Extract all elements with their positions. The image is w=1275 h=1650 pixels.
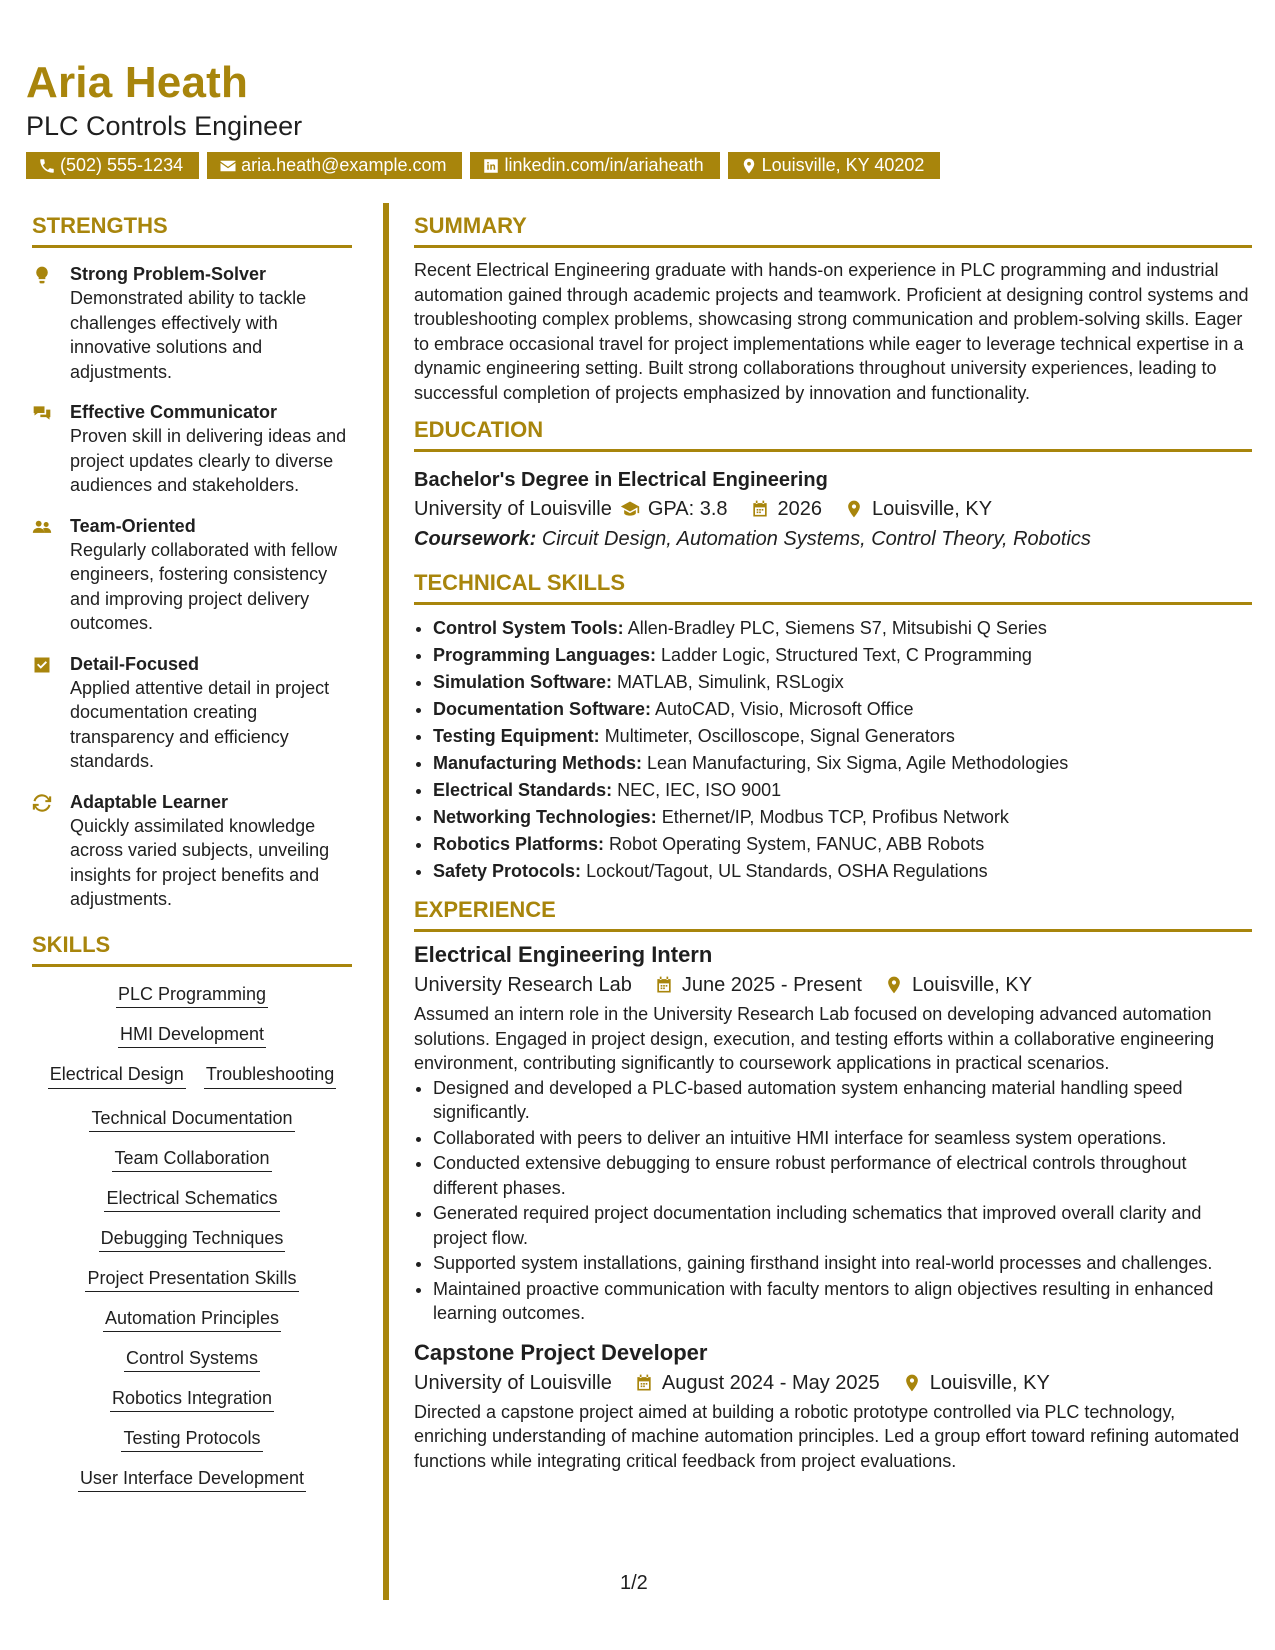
tech-skill-label: Networking Technologies:	[433, 807, 657, 827]
gpa: GPA: 3.8	[647, 498, 728, 520]
strengths-heading: STRENGTHS	[32, 213, 352, 248]
job-title: Capstone Project Developer	[414, 1339, 708, 1365]
candidate-name: Aria Heath	[26, 58, 249, 107]
technical-skills-heading: TECHNICAL SKILLS	[414, 570, 1252, 605]
tech-skill-value: Lockout/Tagout, UL Standards, OSHA Regulations	[586, 861, 988, 881]
tech-skill-value: Multimeter, Oscilloscope, Signal Generators	[604, 726, 955, 746]
strength-item	[32, 400, 352, 498]
envelope-icon	[219, 157, 237, 175]
map-pin-icon	[902, 1373, 922, 1393]
skill-tag: Debugging Techniques	[99, 1228, 286, 1252]
strength-title: Detail-Focused	[70, 653, 200, 674]
list-item: • Designed and developed a PLC-based automation system enhancing material handling speed significantly.	[433, 1076, 1252, 1125]
skill-tag: HMI Development	[118, 1024, 266, 1048]
skill-tag: Technical Documentation	[89, 1108, 294, 1132]
skill-tag: PLC Programming	[116, 984, 268, 1008]
company-name: University Research Lab	[414, 974, 632, 996]
calendar-icon	[750, 499, 770, 519]
tech-skill-label: Programming Languages:	[433, 645, 657, 665]
linkedin-chip[interactable]	[470, 152, 719, 179]
strength-item	[32, 262, 352, 384]
skills-heading: SKILLS	[32, 932, 352, 967]
tech-skill-label: Electrical Standards:	[433, 780, 613, 800]
graduation-year: 2026	[777, 498, 823, 520]
graduation-cap-icon	[620, 499, 640, 519]
strength-desc: Demonstrated ability to tackle challenges effectively with innovative solutions and adjustments.	[70, 288, 307, 382]
tech-skill-label: Manufacturing Methods:	[433, 753, 642, 773]
tech-skill-label: Control System Tools:	[433, 618, 624, 638]
coursework	[414, 524, 1252, 554]
column-divider	[383, 203, 389, 1600]
school-name: University of Louisville	[414, 498, 612, 520]
strength-title: Adaptable Learner	[70, 791, 229, 812]
job-entry	[414, 1338, 1252, 1474]
strength-desc: Proven skill in delivering ideas and project updates clearly to diverse audiences and stakeholders.	[70, 426, 347, 495]
phone-text: (502) 555-1234	[60, 155, 184, 175]
education-heading: EDUCATION	[414, 417, 1252, 452]
skill-tag: Troubleshooting	[204, 1063, 336, 1089]
lightbulb-icon	[32, 265, 52, 285]
job-dates: June 2025 - Present	[681, 974, 862, 996]
skills-list	[32, 981, 352, 1489]
summary-heading: SUMMARY	[414, 213, 1252, 248]
tech-skill-value: Lean Manufacturing, Six Sigma, Agile Methodologies	[647, 753, 1069, 773]
phone-chip[interactable]	[26, 152, 199, 179]
linkedin-text: linkedin.com/in/ariaheath	[504, 155, 704, 175]
tech-skill-label: Documentation Software:	[433, 699, 652, 719]
list-item: • Generated required project documentation including schematics that improved overall clarity and project flow.	[433, 1201, 1252, 1250]
users-icon	[32, 517, 52, 537]
coursework-label: Coursework:	[414, 528, 537, 550]
location-chip	[728, 152, 941, 179]
skill-tag: Electrical Schematics	[104, 1188, 279, 1212]
strength-desc: Quickly assimilated knowledge across varied subjects, unveiling insights for project benefits and adjustments.	[70, 815, 330, 909]
list-item	[433, 804, 1252, 831]
tech-skill-label: Testing Equipment:	[433, 726, 600, 746]
job-location: Louisville, KY	[912, 974, 1033, 996]
job-bullets	[414, 1076, 1252, 1326]
tech-skill-value: AutoCAD, Visio, Microsoft Office	[655, 699, 914, 719]
tech-skill-value: NEC, IEC, ISO 9001	[617, 780, 782, 800]
skill-tag: Control Systems	[124, 1348, 260, 1372]
skill-tag: Testing Protocols	[121, 1428, 262, 1452]
skill-tag: Electrical Design	[48, 1063, 186, 1089]
job-dates: August 2024 - May 2025	[661, 1371, 880, 1394]
calendar-icon	[634, 1373, 654, 1393]
skill-tag: Team Collaboration	[112, 1148, 271, 1172]
tech-skill-value: Ethernet/IP, Modbus TCP, Profibus Network	[661, 807, 1009, 827]
list-item: • Conducted extensive debugging to ensure robust performance of electrical controls throughout different phases.	[433, 1151, 1252, 1200]
phone-icon	[38, 157, 56, 175]
job-title-headline: PLC Controls Engineer	[26, 111, 303, 141]
page-number: 1/2	[620, 1572, 648, 1594]
list-item	[433, 669, 1252, 696]
strengths-list	[32, 262, 352, 912]
experience-heading: EXPERIENCE	[414, 897, 1252, 932]
skill-tag: Robotics Integration	[110, 1388, 274, 1412]
strength-title: Team-Oriented	[70, 515, 196, 536]
technical-skills-list	[414, 615, 1252, 885]
job-summary: Directed a capstone project aimed at building a robotic prototype controlled via PLC technology, enriching understanding of machine automation principles. Led a group effort toward refining automated functions while integrating critical feedback from project evaluations.	[414, 1401, 1240, 1471]
map-pin-icon	[740, 157, 758, 175]
map-pin-icon	[884, 975, 904, 995]
strength-item	[32, 514, 352, 636]
email-chip[interactable]	[207, 152, 462, 179]
list-item: • Collaborated with peers to deliver an intuitive HMI interface for seamless system operations.	[433, 1126, 1252, 1151]
list-item	[433, 723, 1252, 750]
tech-skill-value: Robot Operating System, FANUC, ABB Robots	[609, 834, 985, 854]
right-column	[414, 213, 1252, 1473]
skill-tag: Project Presentation Skills	[85, 1268, 298, 1292]
coursework-list: Circuit Design, Automation Systems, Control Theory, Robotics	[541, 528, 1091, 550]
left-column	[32, 213, 352, 1489]
degree-name: Bachelor's Degree in Electrical Engineering	[414, 469, 828, 491]
skill-tag: Automation Principles	[103, 1308, 281, 1332]
tech-skill-value: MATLAB, Simulink, RSLogix	[617, 672, 844, 692]
job-location: Louisville, KY	[929, 1371, 1050, 1394]
education-location: Louisville, KY	[872, 498, 993, 520]
list-item: • Supported system installations, gaining firsthand insight into real-world processes and challenges.	[433, 1251, 1252, 1276]
linkedin-icon	[482, 157, 500, 175]
company-name: University of Louisville	[414, 1371, 612, 1394]
calendar-icon	[654, 975, 674, 995]
summary-text: Recent Electrical Engineering graduate with hands-on experience in PLC programming and industrial automation gained through academic projects and teamwork. Proficient at designing control systems and troubleshooting complex problems, showcasing strong communication and problem-solving skills. Eager to embrace occasional travel for project implementations while eager to leverage technical expertise in a dynamic engineering setting. Built strong collaborations throughout university experiences, leading to successful completion of projects emphasized by innovation and functionality.	[414, 260, 1249, 403]
job-entry	[414, 940, 1252, 1326]
list-item: • Maintained proactive communication with faculty mentors to align objectives resulting in enhanced learning outcomes.	[433, 1277, 1252, 1326]
strength-item	[32, 652, 352, 774]
skill-tag: User Interface Development	[78, 1468, 306, 1492]
list-item	[433, 831, 1252, 858]
job-title: Electrical Engineering Intern	[414, 942, 713, 967]
job-meta	[414, 970, 1252, 1000]
refresh-icon	[32, 793, 52, 813]
comments-icon	[32, 403, 52, 423]
tech-skill-label: Safety Protocols:	[433, 861, 582, 881]
list-item	[433, 777, 1252, 804]
tech-skill-label: Simulation Software:	[433, 672, 613, 692]
job-meta	[414, 1368, 1252, 1398]
list-item	[433, 615, 1252, 642]
strength-title: Effective Communicator	[70, 402, 278, 422]
map-pin-icon	[844, 499, 864, 519]
list-item	[433, 642, 1252, 669]
job-summary: Assumed an intern role in the University Research Lab focused on developing advanced automation solutions. Engaged in project design, execution, and testing efforts within a collaborative engineering environment, contributing significantly to coursework applications in practical scenarios.	[414, 1004, 1215, 1073]
list-item	[433, 858, 1252, 885]
location-text: Louisville, KY 40202	[761, 155, 925, 175]
tech-skill-value: Allen-Bradley PLC, Siemens S7, Mitsubishi Q Series	[627, 618, 1047, 638]
strength-desc: Applied attentive detail in project documentation creating transparency and efficiency standards.	[70, 677, 330, 771]
strength-title: Strong Problem-Solver	[70, 264, 267, 284]
strength-desc: Regularly collaborated with fellow engineers, fostering consistency and improving project delivery outcomes.	[70, 539, 338, 633]
checkbox-icon	[32, 655, 52, 675]
list-item	[433, 696, 1252, 723]
strength-item	[32, 790, 352, 912]
tech-skill-value: Ladder Logic, Structured Text, C Programming	[661, 645, 1032, 665]
email-text: aria.heath@example.com	[241, 155, 447, 175]
tech-skill-label: Robotics Platforms:	[433, 834, 605, 854]
list-item	[433, 750, 1252, 777]
contact-bar	[26, 152, 940, 179]
education-meta	[414, 494, 1252, 524]
